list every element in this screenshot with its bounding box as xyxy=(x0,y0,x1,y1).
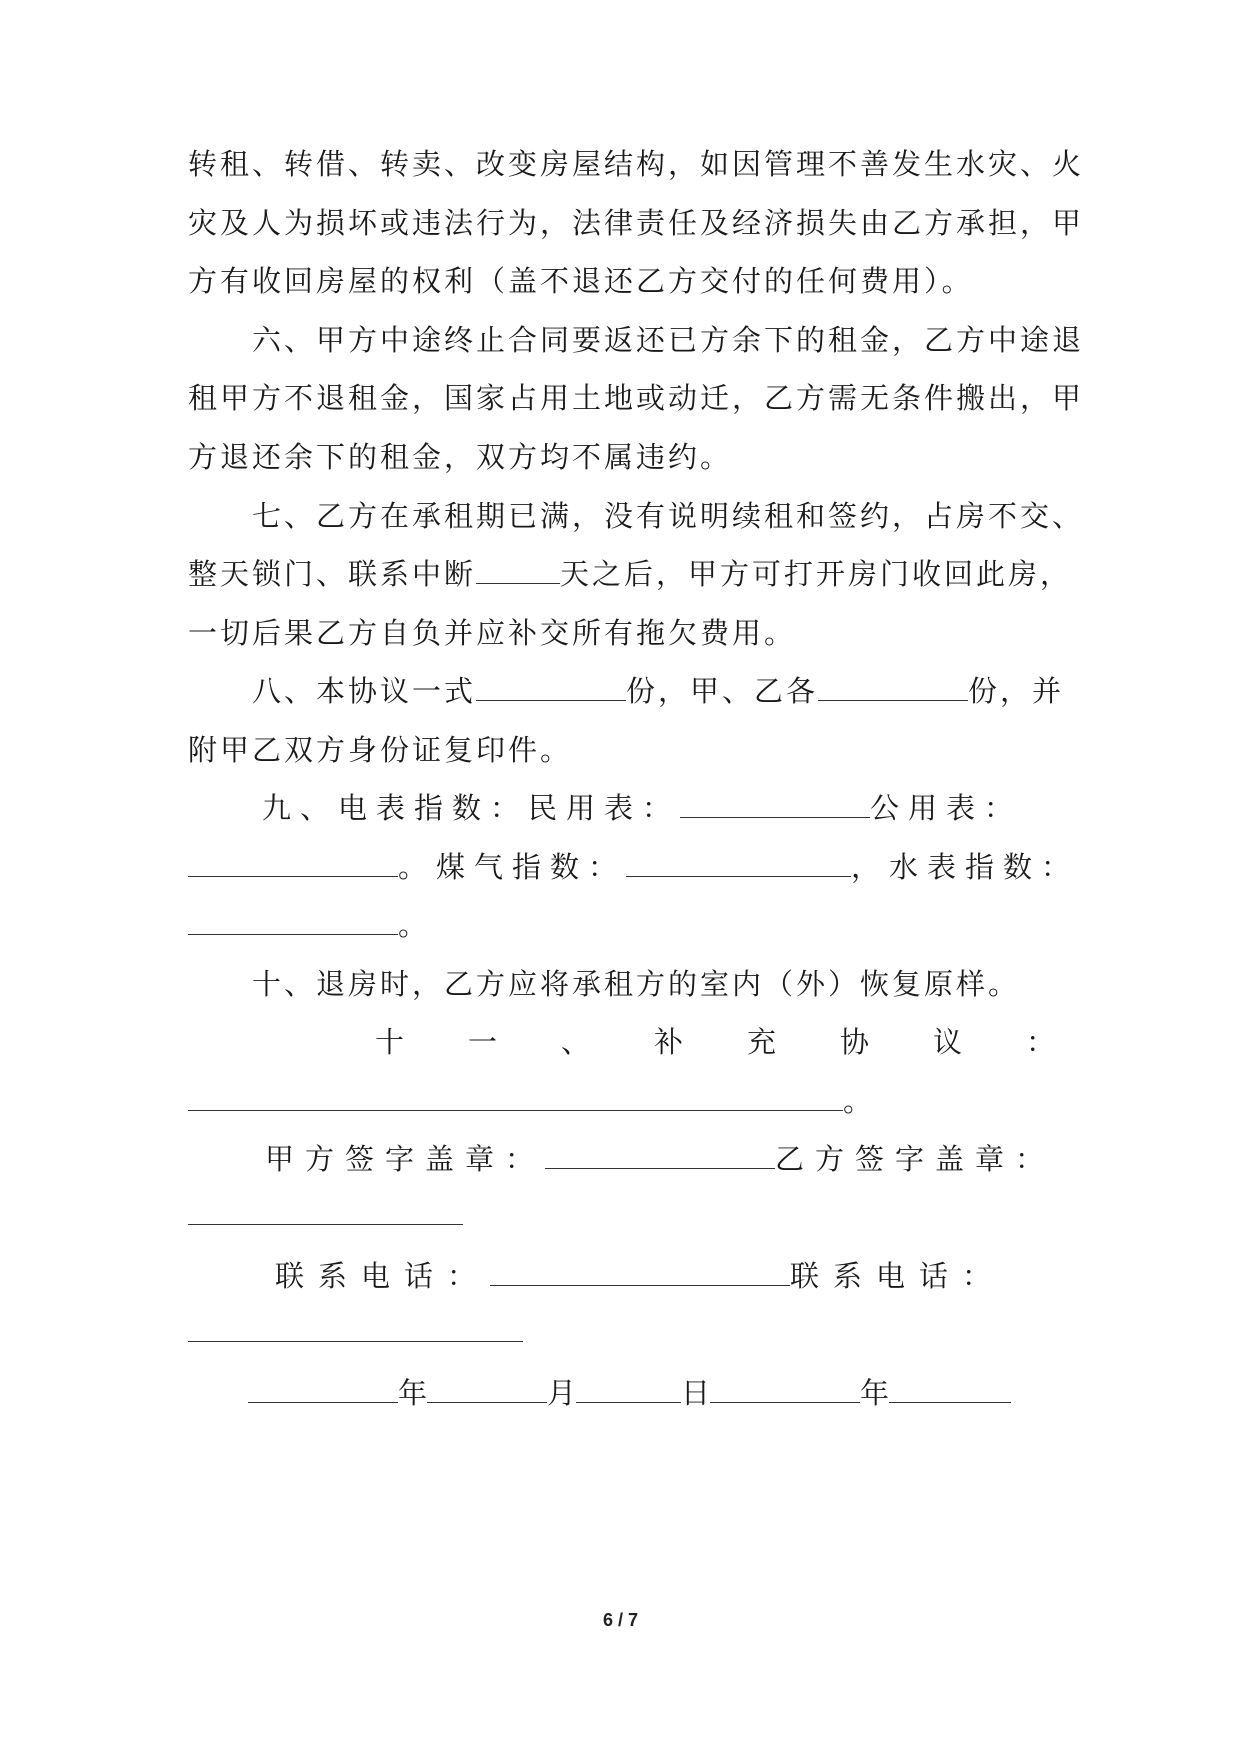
clause-ten-line: 十、退房时，乙方应将承租方的室内（外）恢复原样。 xyxy=(252,967,1021,1001)
days-blank[interactable] xyxy=(476,553,560,584)
party-a-year-blank[interactable] xyxy=(248,1372,398,1403)
party-b-signature-blank[interactable] xyxy=(188,1223,463,1225)
party-a-month-blank[interactable] xyxy=(427,1372,547,1403)
page-number: 6 / 7 xyxy=(602,1610,639,1630)
clause-nine-text-c: 。煤气指数： xyxy=(398,850,627,884)
party-b-signature-label: 乙方签字盖章： xyxy=(775,1142,1056,1176)
paragraph-line: 方退还余下的租金，双方均不属违约。 xyxy=(188,440,733,474)
year-label: 年 xyxy=(398,1376,428,1410)
clause-eleven-end: 。 xyxy=(843,1084,876,1118)
clause-six-line: 六、甲方中途终止合同要返还已方余下的租金，乙方中途退 xyxy=(252,323,1085,357)
clause-nine-text-d: ，水表指数： xyxy=(851,850,1080,884)
party-b-year-blank[interactable] xyxy=(710,1372,860,1403)
paragraph-line: 附甲乙双方身份证复印件。 xyxy=(188,733,573,767)
phone-line xyxy=(275,1251,1058,1301)
party-b-month-blank[interactable] xyxy=(889,1372,1011,1403)
month-label: 月 xyxy=(547,1376,577,1410)
paragraph-line: 转租、转借、转卖、改变房屋结构，如因管理不善发生水灾、火 xyxy=(188,147,1085,181)
clause-nine-end: 。 xyxy=(398,908,431,942)
paragraph-line: 一切后果乙方自负并应补交所有拖欠费用。 xyxy=(188,616,797,650)
party-a-phone-label: 联系电话： xyxy=(275,1259,491,1293)
clause-eleven-line-2 xyxy=(188,1076,1058,1126)
public-meter-blank[interactable] xyxy=(188,846,398,877)
party-a-day-blank[interactable] xyxy=(576,1372,681,1403)
copies-each-blank[interactable] xyxy=(818,670,968,701)
clause-nine-line xyxy=(262,783,1058,833)
party-a-phone-blank[interactable] xyxy=(490,1255,790,1286)
party-a-signature-blank[interactable] xyxy=(545,1138,775,1169)
paragraph-line: 方有收回房屋的权利（盖不退还乙方交付的任何费用）。 xyxy=(188,264,974,298)
clause-nine-line-2 xyxy=(188,842,1080,892)
clause-seven-text-a: 整天锁门、联系中断 xyxy=(188,557,477,591)
copies-total-blank[interactable] xyxy=(476,670,626,701)
civil-meter-blank[interactable] xyxy=(680,787,870,818)
clause-eight-text-b: 份，甲、乙各 xyxy=(626,674,819,708)
clause-nine-text-a: 九、电表指数：民用表： xyxy=(262,791,681,825)
day-label: 日 xyxy=(681,1376,711,1410)
clause-eight-text-a: 八、本协议一式 xyxy=(252,674,477,708)
clause-seven-line-2 xyxy=(188,549,1073,599)
clause-eleven-heading: 十一、补充协议： xyxy=(375,1025,1058,1059)
paragraph-line: 租甲方不退租金，国家占用土地或动迁，乙方需无条件搬出，甲 xyxy=(188,381,1085,415)
party-a-signature-label: 甲方签字盖章： xyxy=(265,1142,546,1176)
supplement-blank[interactable] xyxy=(188,1080,843,1111)
year-label-2: 年 xyxy=(860,1376,890,1410)
clause-seven-text-b: 天之后，甲方可打开房门收回此房， xyxy=(560,557,1073,591)
clause-nine-text-b: 公用表： xyxy=(870,791,1023,825)
paragraph-line: 灾及人为损坏或违法行为，法律责任及经济损失由乙方承担，甲 xyxy=(188,206,1085,240)
clause-eight-line xyxy=(252,666,1065,716)
clause-eight-text-c: 份，并 xyxy=(968,674,1065,708)
water-meter-blank[interactable] xyxy=(188,904,398,935)
party-b-phone-blank[interactable] xyxy=(188,1340,523,1342)
clause-nine-line-3 xyxy=(188,900,1058,950)
date-line xyxy=(248,1368,1058,1418)
clause-seven-line: 七、乙方在承租期已满，没有说明续租和签约，占房不交、 xyxy=(252,499,1085,533)
party-b-phone-label: 联系电话： xyxy=(790,1259,1006,1293)
signature-line xyxy=(265,1134,1058,1184)
gas-meter-blank[interactable] xyxy=(626,846,851,877)
